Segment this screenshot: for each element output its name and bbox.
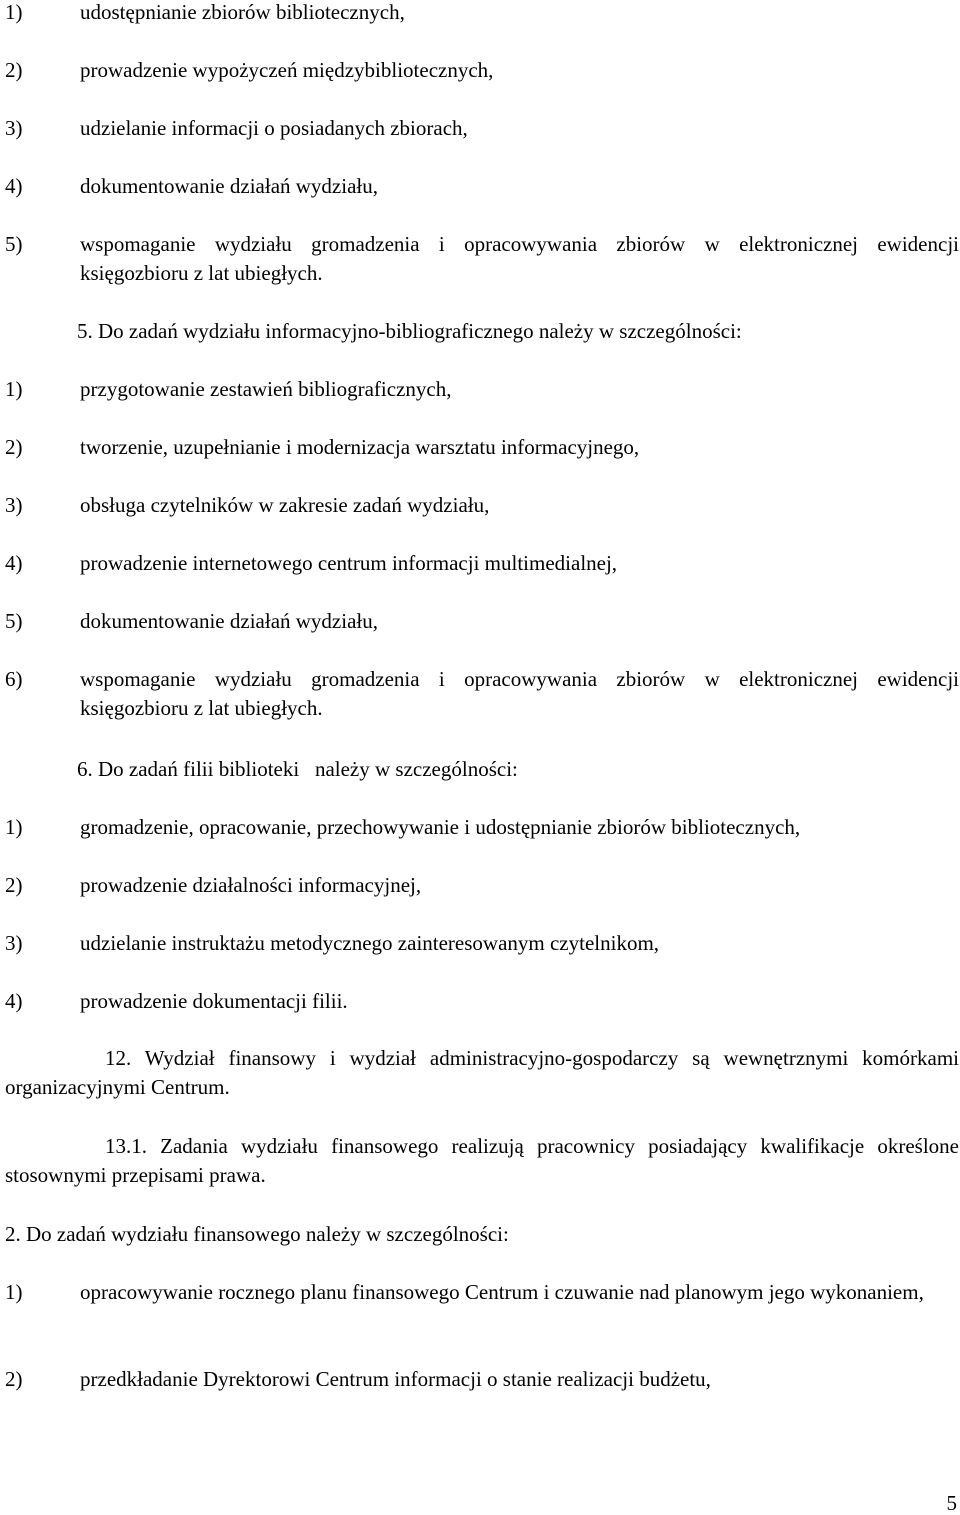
list-item-number: 2) bbox=[5, 1367, 23, 1391]
list-item-number: 2) bbox=[5, 58, 23, 82]
list-item-number: 3) bbox=[5, 931, 23, 955]
page-number: 5 bbox=[946, 1491, 957, 1515]
list-item-text: wspomaganie wydziału gromadzenia i opracowywania zbiorów w elektronicznej ewidencji księgozbioru z lat ubiegłych. bbox=[80, 232, 959, 285]
list-item-text: gromadzenie, opracowanie, przechowywanie i udostępnianie zbiorów bibliotecznych, bbox=[80, 815, 801, 839]
list-item-number: 6) bbox=[5, 667, 23, 691]
list-item-text: opracowywanie rocznego planu finansowego Centrum i czuwanie nad planowym jego wykonaniem, bbox=[80, 1280, 924, 1304]
paragraph-12: 12. Wydział finansowy i wydział administracyjno-gospodarczy są wewnętrznymi komórkami organizacyjnymi Centrum. bbox=[5, 1046, 959, 1099]
section-heading: 6. Do zadań filii biblioteki należy w szczególności: bbox=[77, 757, 518, 781]
list-item-number: 4) bbox=[5, 551, 23, 575]
list-item-number: 3) bbox=[5, 116, 23, 140]
list-item-number: 1) bbox=[5, 1280, 23, 1304]
section-heading: 2. Do zadań wydziału finansowego należy w szczególności: bbox=[5, 1222, 509, 1246]
list-item-text: udzielanie informacji o posiadanych zbiorach, bbox=[80, 116, 468, 140]
list-item-text: prowadzenie dokumentacji filii. bbox=[80, 989, 348, 1013]
list-item-number: 4) bbox=[5, 174, 23, 198]
list-item-text: prowadzenie internetowego centrum informacji multimedialnej, bbox=[80, 551, 618, 575]
list-item-number: 1) bbox=[5, 815, 23, 839]
list-item-text: tworzenie, uzupełnianie i modernizacja warsztatu informacyjnego, bbox=[80, 435, 640, 459]
list-item-number: 5) bbox=[5, 609, 23, 633]
list-item-text: obsługa czytelników w zakresie zadań wydziału, bbox=[80, 493, 490, 517]
list-item-number: 1) bbox=[5, 0, 23, 24]
list-item-number: 3) bbox=[5, 493, 23, 517]
list-item-text: przedkładanie Dyrektorowi Centrum informacji o stanie realizacji budżetu, bbox=[80, 1367, 711, 1391]
list-item-text: udostępnianie zbiorów bibliotecznych, bbox=[80, 0, 405, 24]
list-item-text: dokumentowanie działań wydziału, bbox=[80, 174, 378, 198]
list-item-number: 2) bbox=[5, 435, 23, 459]
section-heading: 5. Do zadań wydziału informacyjno-bibliograficznego należy w szczególności: bbox=[77, 319, 742, 343]
list-item-text: udzielanie instruktażu metodycznego zainteresowanym czytelnikom, bbox=[80, 931, 660, 955]
list-item-text: prowadzenie działalności informacyjnej, bbox=[80, 873, 422, 897]
list-item-text: prowadzenie wypożyczeń międzybibliotecznych, bbox=[80, 58, 494, 82]
list-item-number: 4) bbox=[5, 989, 23, 1013]
list-item-text: przygotowanie zestawień bibliograficznych, bbox=[80, 377, 452, 401]
paragraph-13-1: 13.1. Zadania wydziału finansowego realizują pracownicy posiadający kwalifikacje określone stosownymi przepisami prawa. bbox=[5, 1134, 959, 1187]
list-item-text: wspomaganie wydziału gromadzenia i opracowywania zbiorów w elektronicznej ewidencji księgozbioru z lat ubiegłych. bbox=[80, 667, 959, 720]
list-item-number: 1) bbox=[5, 377, 23, 401]
list-item-text: dokumentowanie działań wydziału, bbox=[80, 609, 378, 633]
list-item-number: 5) bbox=[5, 232, 23, 256]
list-item-number: 2) bbox=[5, 873, 23, 897]
